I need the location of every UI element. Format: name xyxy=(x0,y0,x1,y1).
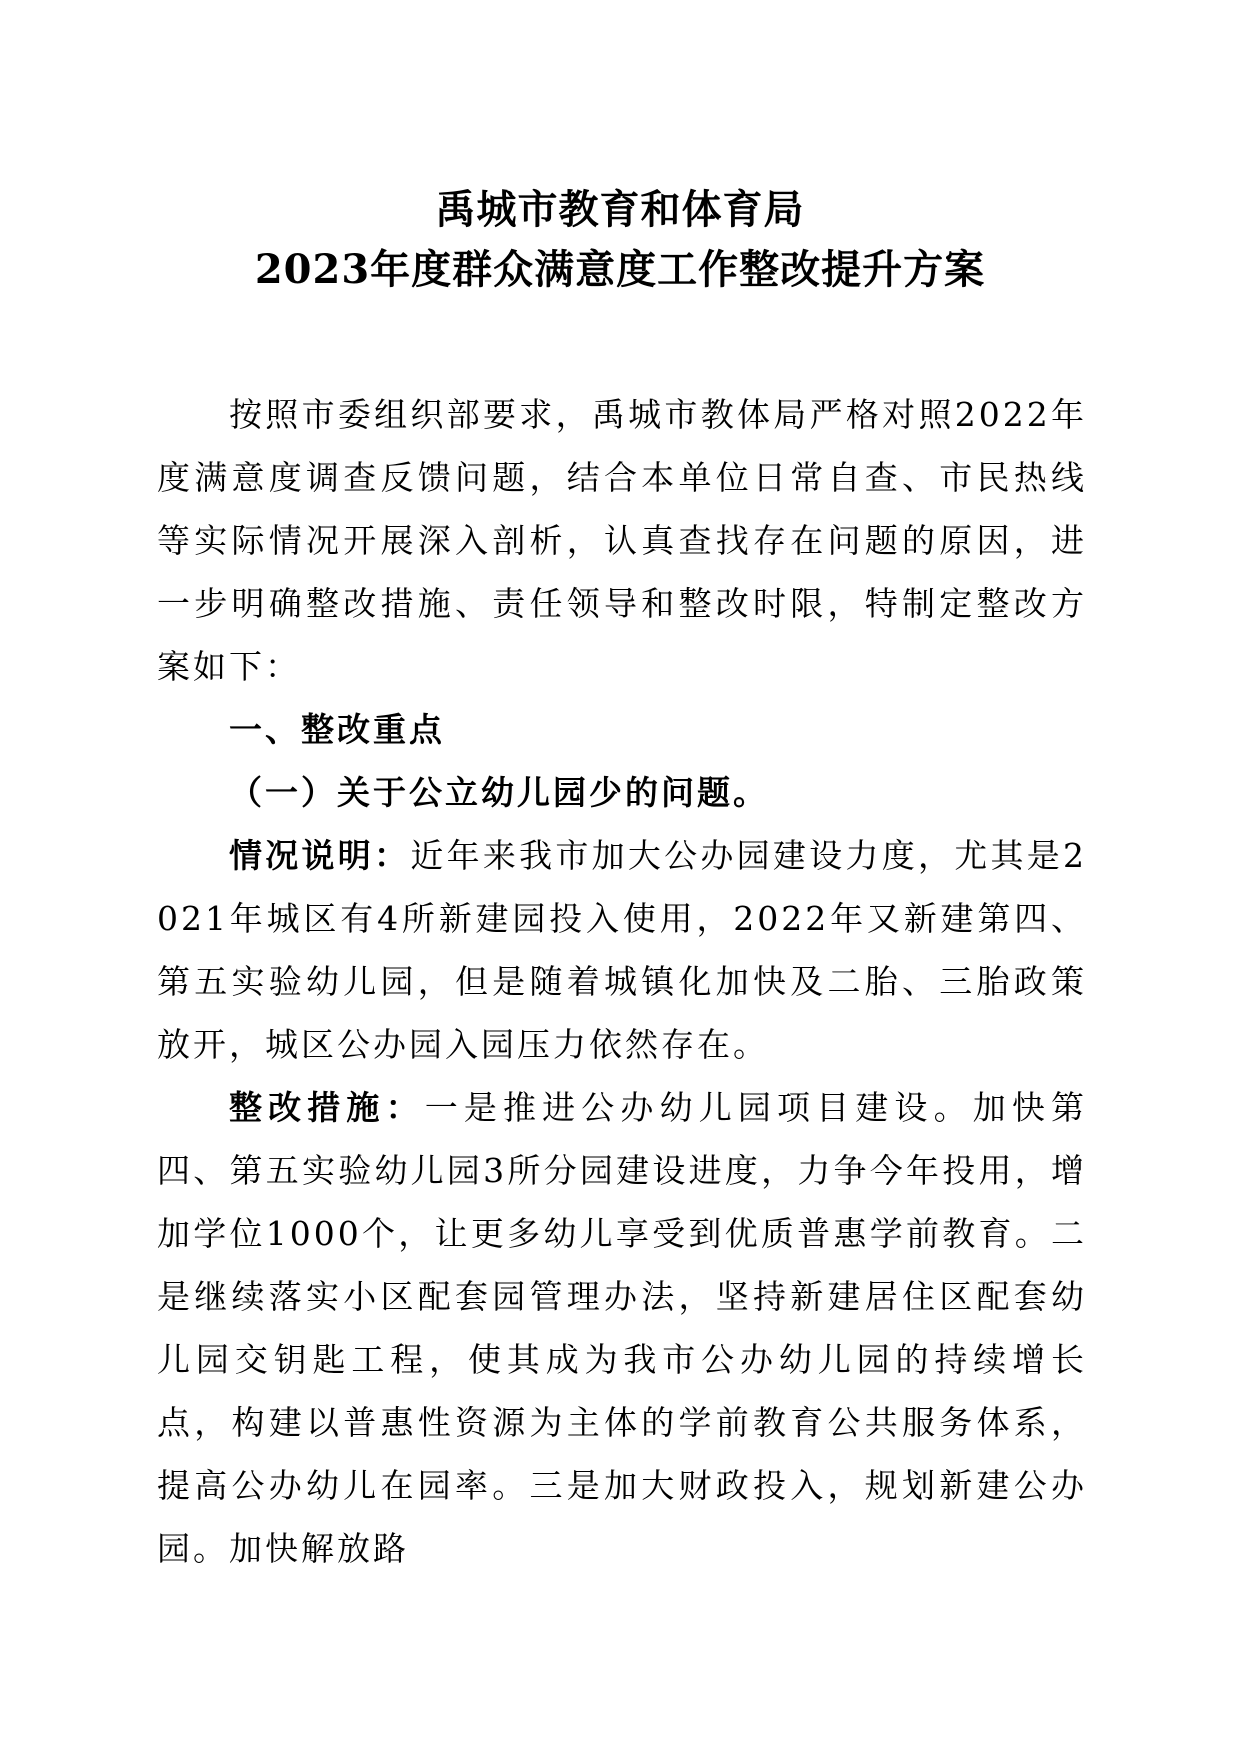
situation-text: 近年来我市加大公办园建设力度，尤其是2021年城区有4所新建园投入使用，2022年又新建第四、第五实验幼儿园，但是随着城镇化加快及二胎、三胎政策放开，城区公办园入园压力依然存在。 xyxy=(157,836,1088,1064)
measures-paragraph xyxy=(157,1076,1087,1580)
document-body xyxy=(157,383,1087,1580)
measures-text: 一是推进公办幼儿园项目建设。加快第四、第五实验幼儿园3所分园建设进度，力争今年投用，增加学位1000个，让更多幼儿享受到优质普惠学前教育。二是继续落实小区配套园管理办法，坚持新建居住区配套幼儿园交钥匙工程，使其成为我市公办幼儿园的持续增长点，构建以普惠性资源为主体的学前教育公共服务体系，提高公办幼儿在园率。三是加大财政投入，规划新建公办园。加快解放路 xyxy=(157,1088,1088,1568)
subsection-heading-1: （一）关于公立幼儿园少的问题。 xyxy=(229,773,769,812)
measures-label: 整改措施： xyxy=(229,1088,425,1127)
intro-paragraph: 按照市委组织部要求，禹城市教体局严格对照2022年度满意度调查反馈问题，结合本单位日常自查、市民热线等实际情况开展深入剖析，认真查找存在问题的原因，进一步明确整改措施、责任领导和整改时限，特制定整改方案如下： xyxy=(157,395,1087,686)
section-heading-1: 一、整改重点 xyxy=(229,710,445,749)
title-line-2: 2023年度群众满意度工作整改提升方案 xyxy=(254,246,986,293)
title-line-1: 禹城市教育和体育局 xyxy=(435,186,805,233)
situation-label: 情况说明： xyxy=(229,836,411,875)
situation-paragraph xyxy=(157,824,1087,1076)
document-title xyxy=(0,180,1240,300)
